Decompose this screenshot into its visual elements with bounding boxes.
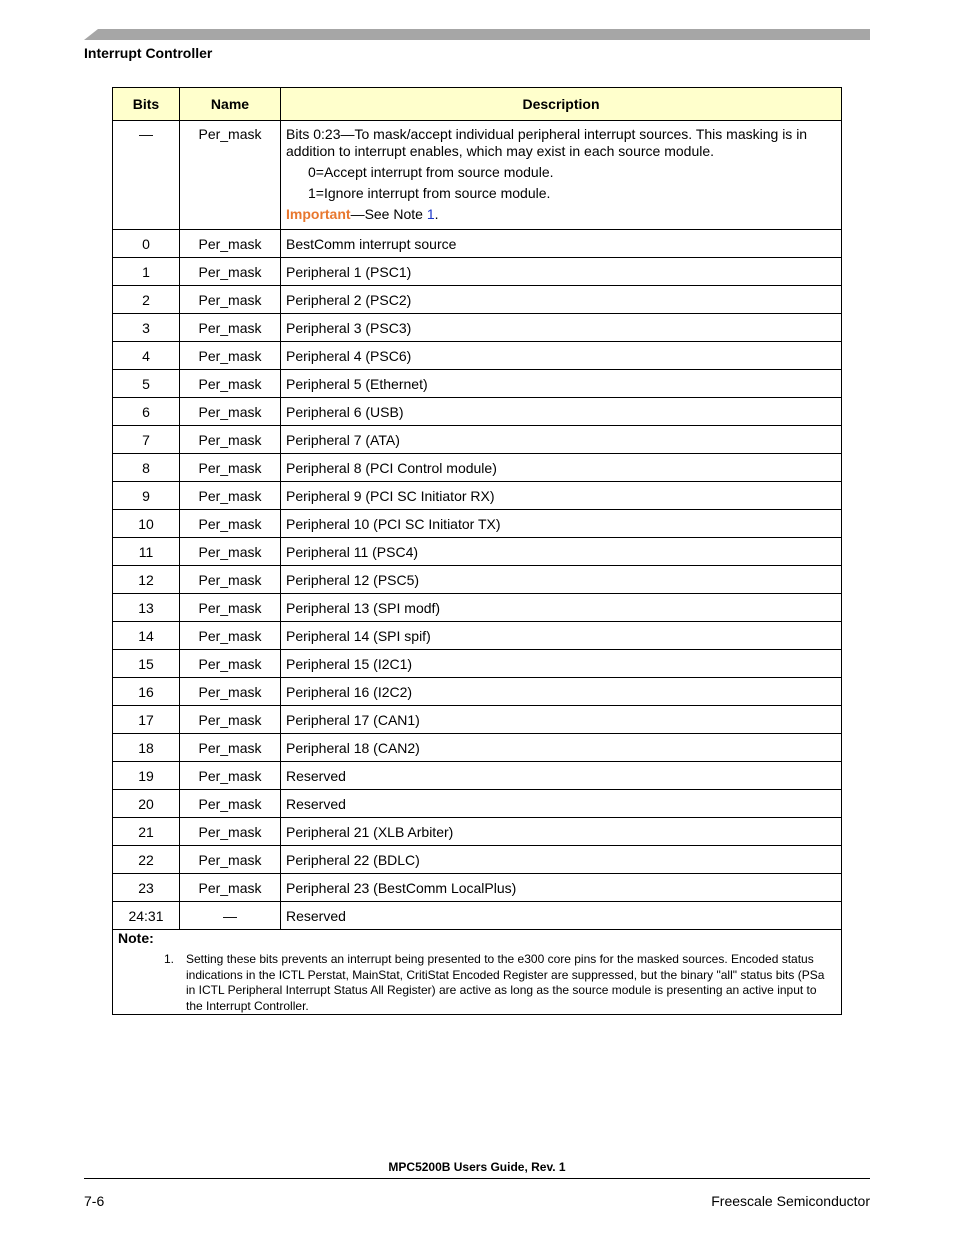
- name-cell: Per_mask: [180, 846, 281, 874]
- table-row: [113, 762, 842, 790]
- bits-cell: 20: [113, 790, 180, 818]
- footnote-number: 1.: [163, 952, 174, 966]
- description-cell: Peripheral 12 (PSC5): [281, 566, 842, 594]
- bits-cell: 5: [113, 370, 180, 398]
- description-cell: Reserved: [281, 902, 842, 930]
- bits-cell: 23: [113, 874, 180, 902]
- table-row: [113, 482, 842, 510]
- column-header-name: Name: [180, 88, 281, 121]
- name-cell: Per_mask: [180, 121, 281, 230]
- table-row: [113, 706, 842, 734]
- table-row: [113, 230, 842, 258]
- name-cell: Per_mask: [180, 874, 281, 902]
- table-row: [113, 370, 842, 398]
- name-cell: Per_mask: [180, 678, 281, 706]
- table-row: [113, 790, 842, 818]
- name-cell: Per_mask: [180, 790, 281, 818]
- footnote: [118, 952, 836, 1014]
- name-cell: Per_mask: [180, 650, 281, 678]
- description-cell: Peripheral 8 (PCI Control module): [281, 454, 842, 482]
- name-cell: Per_mask: [180, 342, 281, 370]
- description-cell: [281, 121, 842, 230]
- bits-cell: 3: [113, 314, 180, 342]
- important-text: —See Note: [350, 206, 427, 222]
- description-cell: Peripheral 15 (I2C1): [281, 650, 842, 678]
- description-cell: Peripheral 18 (CAN2): [281, 734, 842, 762]
- description-cell: BestComm interrupt source: [281, 230, 842, 258]
- name-cell: Per_mask: [180, 230, 281, 258]
- description-cell: Peripheral 13 (SPI modf): [281, 594, 842, 622]
- column-header-bits: Bits: [113, 88, 180, 121]
- name-cell: Per_mask: [180, 734, 281, 762]
- table-row: [113, 846, 842, 874]
- description-cell: Reserved: [281, 762, 842, 790]
- name-cell: Per_mask: [180, 510, 281, 538]
- bits-cell: —: [113, 121, 180, 230]
- footer-divider: [84, 1178, 870, 1179]
- table-header-row: [113, 88, 842, 121]
- name-cell: Per_mask: [180, 286, 281, 314]
- description-cell: Peripheral 22 (BDLC): [281, 846, 842, 874]
- description-cell: Peripheral 5 (Ethernet): [281, 370, 842, 398]
- table-row: [113, 454, 842, 482]
- bits-cell: 22: [113, 846, 180, 874]
- bits-cell: 14: [113, 622, 180, 650]
- description-cell: Peripheral 23 (BestComm LocalPlus): [281, 874, 842, 902]
- table-row: [113, 566, 842, 594]
- description-cell: Reserved: [281, 790, 842, 818]
- name-cell: Per_mask: [180, 818, 281, 846]
- description-cell: Peripheral 4 (PSC6): [281, 342, 842, 370]
- register-field-table: [112, 87, 842, 1015]
- name-cell: Per_mask: [180, 706, 281, 734]
- bits-cell: 2: [113, 286, 180, 314]
- column-header-description: Description: [281, 88, 842, 121]
- name-cell: Per_mask: [180, 314, 281, 342]
- name-cell: Per_mask: [180, 258, 281, 286]
- bits-cell: 8: [113, 454, 180, 482]
- description-cell: Peripheral 6 (USB): [281, 398, 842, 426]
- bits-cell: 7: [113, 426, 180, 454]
- name-cell: Per_mask: [180, 398, 281, 426]
- table-row: [113, 874, 842, 902]
- bits-cell: 11: [113, 538, 180, 566]
- note-label: Note:: [118, 930, 154, 946]
- name-cell: Per_mask: [180, 482, 281, 510]
- description-cell: Peripheral 7 (ATA): [281, 426, 842, 454]
- bits-cell: 9: [113, 482, 180, 510]
- bits-cell: 15: [113, 650, 180, 678]
- table-row: [113, 594, 842, 622]
- note-row: [113, 930, 842, 1015]
- description-cell: Peripheral 9 (PCI SC Initiator RX): [281, 482, 842, 510]
- bits-cell: 18: [113, 734, 180, 762]
- description-cell: Peripheral 3 (PSC3): [281, 314, 842, 342]
- bits-cell: 1: [113, 258, 180, 286]
- description-cell: Peripheral 17 (CAN1): [281, 706, 842, 734]
- name-cell: Per_mask: [180, 370, 281, 398]
- footnote-text: Setting these bits prevents an interrupt being presented to the e300 core pins for the masked sources. Encoded status indications in the ICTL Perstat, MainStat, CritiStat Encoded Register are suppressed, but the binary "all" status bits (PSa in ICTL Peripheral Interrupt Status All Register) are active as long as the source module is presenting an active input to the Interrupt Controller.: [186, 952, 825, 1013]
- important-label: Important: [286, 206, 351, 222]
- description-cell: Peripheral 2 (PSC2): [281, 286, 842, 314]
- bits-cell: 19: [113, 762, 180, 790]
- description-cell: Peripheral 16 (I2C2): [281, 678, 842, 706]
- table-row: [113, 121, 842, 230]
- table-row: [113, 398, 842, 426]
- bits-cell: 0: [113, 230, 180, 258]
- bits-cell: 13: [113, 594, 180, 622]
- name-cell: Per_mask: [180, 426, 281, 454]
- name-cell: —: [180, 902, 281, 930]
- description-cell: Peripheral 21 (XLB Arbiter): [281, 818, 842, 846]
- description-cell: Peripheral 14 (SPI spif): [281, 622, 842, 650]
- name-cell: Per_mask: [180, 622, 281, 650]
- bits-cell: 16: [113, 678, 180, 706]
- company-name: Freescale Semiconductor: [711, 1193, 870, 1209]
- table-row: [113, 538, 842, 566]
- table-row: [113, 258, 842, 286]
- table-row: [113, 426, 842, 454]
- description-cell: Peripheral 11 (PSC4): [281, 538, 842, 566]
- page-number: 7-6: [84, 1193, 105, 1209]
- section-title: Interrupt Controller: [84, 45, 213, 61]
- table-row: [113, 678, 842, 706]
- bits-cell: 24:31: [113, 902, 180, 930]
- important-text-end: .: [434, 206, 439, 222]
- ignore-option: 1=Ignore interrupt from source module.: [308, 185, 551, 201]
- table-row: [113, 286, 842, 314]
- name-cell: Per_mask: [180, 538, 281, 566]
- document-title: MPC5200B Users Guide, Rev. 1: [388, 1160, 566, 1174]
- accept-option: 0=Accept interrupt from source module.: [308, 164, 554, 180]
- table-row: [113, 818, 842, 846]
- important-notice: [286, 206, 836, 223]
- table-row: [113, 902, 842, 930]
- description-cell: Peripheral 10 (PCI SC Initiator TX): [281, 510, 842, 538]
- table-row: [113, 650, 842, 678]
- table-row: [113, 734, 842, 762]
- note-cell: [113, 930, 842, 1015]
- table-row: [113, 342, 842, 370]
- description-cell: Peripheral 1 (PSC1): [281, 258, 842, 286]
- table-row: [113, 510, 842, 538]
- bits-cell: 21: [113, 818, 180, 846]
- name-cell: Per_mask: [180, 762, 281, 790]
- bits-cell: 6: [113, 398, 180, 426]
- table-row: [113, 314, 842, 342]
- bits-cell: 10: [113, 510, 180, 538]
- description-text: Bits 0:23—To mask/accept individual peripheral interrupt sources. This masking is in addition to interrupt enables, which may exist in each source module.: [286, 126, 808, 159]
- note-reference-link[interactable]: 1: [426, 206, 435, 222]
- bits-cell: 17: [113, 706, 180, 734]
- name-cell: Per_mask: [180, 594, 281, 622]
- header-decoration-bar: [84, 29, 870, 40]
- bits-cell: 4: [113, 342, 180, 370]
- name-cell: Per_mask: [180, 454, 281, 482]
- bits-cell: 12: [113, 566, 180, 594]
- table-row: [113, 622, 842, 650]
- name-cell: Per_mask: [180, 566, 281, 594]
